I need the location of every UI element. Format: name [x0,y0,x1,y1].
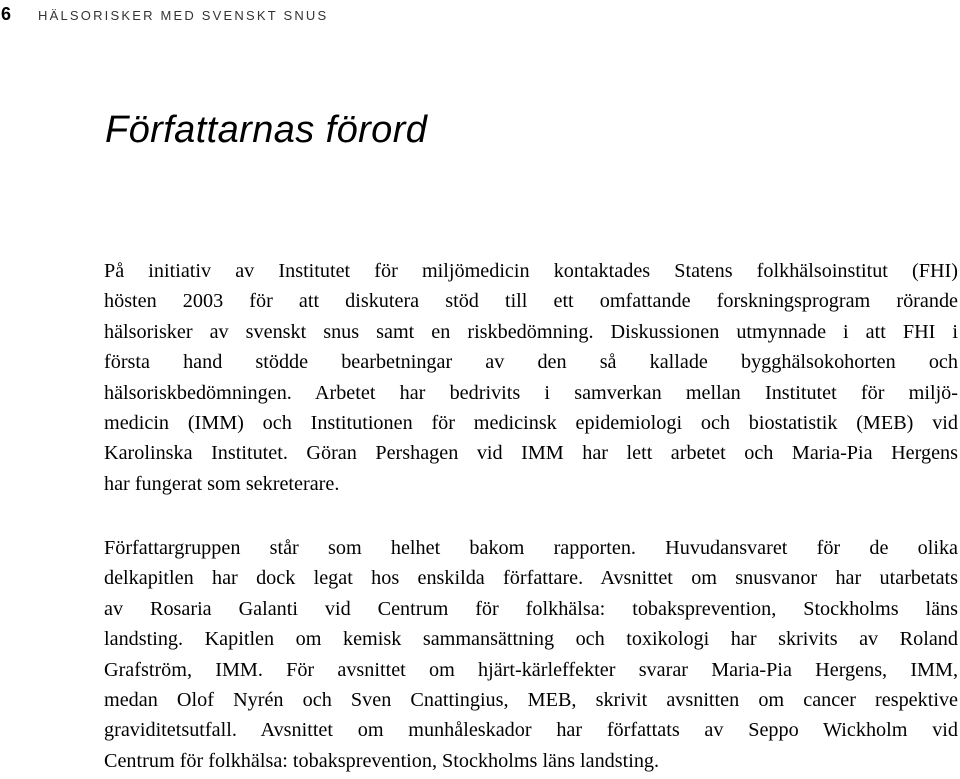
chapter-title: Författarnas förord [105,109,428,151]
text-line: Karolinska Institutet. Göran Pershagen vid IMM har lett arbetet och Maria-Pia Hergens [104,442,958,465]
paragraph-introduction [104,256,958,499]
running-header [0,4,328,26]
running-title: HÄLSORISKER MED SVENSKT SNUS [38,8,329,23]
text-line: medicin (IMM) och Institutionen för medicinsk epidemiologi och biostatistik (MEB) vid [104,412,958,435]
paragraph-authors [104,533,958,776]
text-line: hälsorisker av svenskt snus samt en riskbedömning. Diskussionen utmynnade i att FHI i [104,320,958,343]
text-line: delkapitlen har dock legat hos enskilda författare. Avsnittet om snusvanor har utarbetats [104,567,958,590]
text-line: Centrum för folkhälsa: tobaksprevention, Stockholms läns landsting. [104,749,660,772]
text-line: hösten 2003 för att diskutera stöd till ett omfattande forskningsprogram rörande [104,290,958,313]
page-number: 6 [1,4,12,24]
text-line: På initiativ av Institutet för miljömedicin kontaktades Statens folkhälsoinstitut (FHI) [104,260,958,282]
text-line: Grafström, IMM. För avsnittet om hjärt-kärleffekter svarar Maria-Pia Hergens, IMM, [104,658,958,681]
text-line: av Rosaria Galanti vid Centrum för folkhälsa: tobaksprevention, Stockholms läns [104,597,958,620]
text-line: landsting. Kapitlen om kemisk sammansättning och toxikologi har skrivits av Roland [104,628,958,651]
text-line: första hand stödde bearbetningar av den så kallade bygghälsokohorten och [104,351,958,374]
text-line: graviditetsutfall. Avsnittet om munhåleskador har författats av Seppo Wickholm vid [104,719,958,742]
text-line: hälsoriskbedömningen. Arbetet har bedrivits i samverkan mellan Institutet för miljö- [104,381,958,404]
text-line: Författargruppen står som helhet bakom rapporten. Huvudansvaret för de olika [104,537,958,559]
text-line: medan Olof Nyrén och Sven Cnattingius, MEB, skrivit avsnitten om cancer respektive [104,689,958,712]
text-line: har fungerat som sekreterare. [104,472,340,495]
